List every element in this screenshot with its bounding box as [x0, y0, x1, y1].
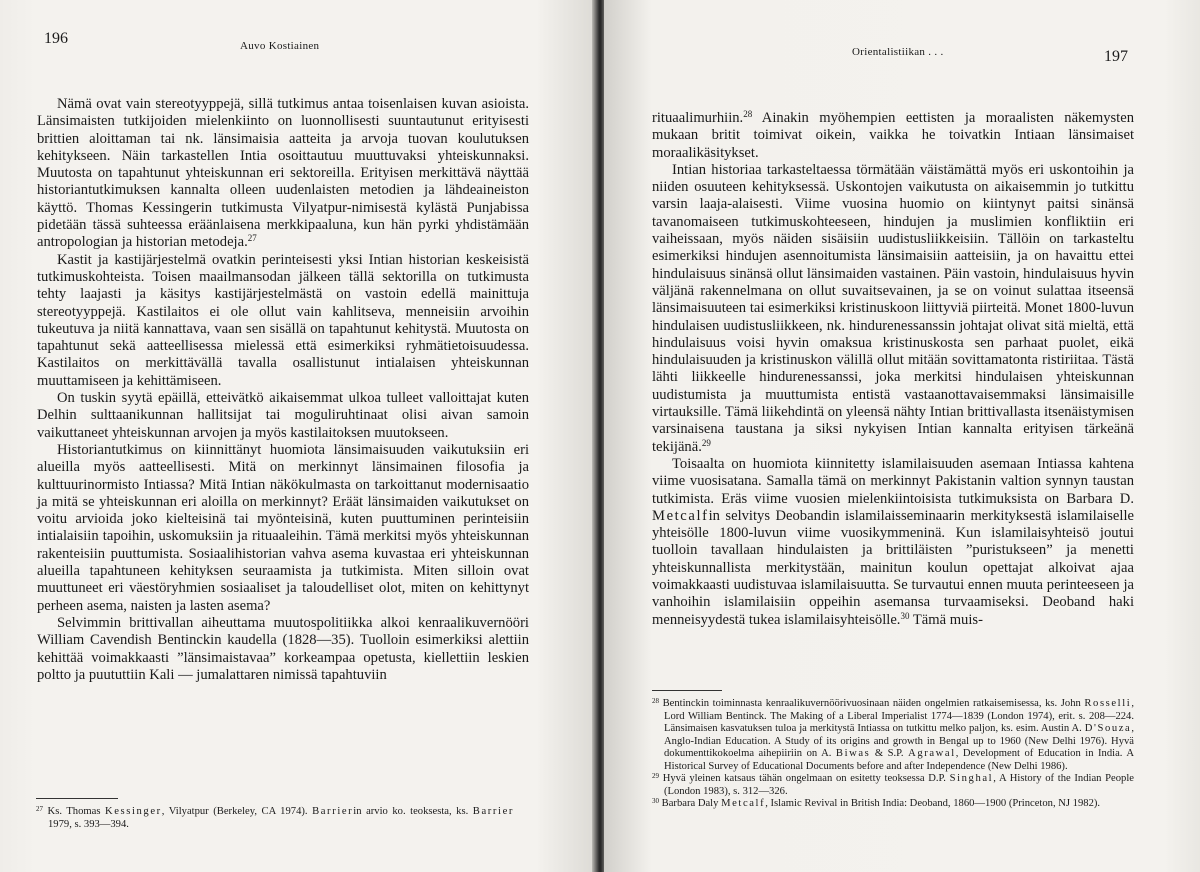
- right-body-text: [652, 110, 1134, 629]
- paragraph: Historiantutkimus on kiinnittänyt huomiota länsimaisuuden vaikutuksiin eri alueilla myös aatteellisesti. Mitä on merkinnyt länsimainen filosofia ja kulttuurinormisto Intiassa? Mitä Intian näkökulmasta on tarkoittanut modernisaatio ja mitä se yhteiskunnan eri aloilla on merkinnyt? Eräät länsimaiden vaikutukset on voitu arvioida joko kielteisinä tai myönteisinä, kuten puuttuminen perinteisiin intialaisiin tapoihin, uskomuksiin ja rituaaleihin. Tämä merkitsi myös yhteiskunnan rakenteisiin puuttumista. Sosiaalihistorian vahva asema kuvastaa eri yhteiskunnan alueilla tapahtuneen kehityksen seuraamista ja tutkimista. Miten silloin ovat muuttuneet eri väestöryhmien sosiaaliset ja taloudelliset olot, miten on kehittynyt perheen asema, naisten ja lasten asema?: [37, 441, 529, 614]
- right-page: [604, 0, 1200, 872]
- footnote-rule: [36, 798, 118, 799]
- running-head-right: Orientalistiikan . . .: [852, 46, 944, 58]
- paragraph: Kastit ja kastijärjestelmä ovatkin perinteisesti yksi Intian historian keskeisistä tutkimuskohteista. Toisen maailmansodan jälkeen tällä sektorilla on tutkimusta tehty laajasti ja käsitys kastijärjestelmästä on vastoin edellä mainittuja stereotyyppejä. Kastilaitos ei ole ollut vain kahlitseva, menneisiin arvoihin tukeutuva ja niitä kannattava, vaan sen sisällä on tapahtunut kehitystä. Muutosta on tapahtunut sekä aatteellisessa mielessä että esimerkiksi ryhmätietoisuudessa. Kastilaitos on merkittävällä tavalla osallistunut intialaisen yhteiskunnan muuttamiseen ja kehittämiseen.: [37, 251, 529, 389]
- paragraph: On tuskin syytä epäillä, etteivätkö aikaisemmat ulkoa tulleet valloittajat kuten Delhin sulttaanikunnan hallitsijat tai moguliruhtinaat olisi aivan samoin vaikuttaneet yhteiskunnan arvojen ja myös kastilaitoksen muutokseen.: [37, 390, 529, 441]
- paragraph: Nämä ovat vain stereotyyppejä, sillä tutkimus antaa toisenlaisen kuvan asioista. Länsimaisten tutkijoiden mielenkiinto on luonnollisesti suuntautunut erityisesti brittien aloittaman tai nk. länsimaisia aatteita ja arvoja tuovan koulutuksen kehitykseen. Näin tarkastellen Intia osoittautuu muuttuvaksi yhteiskunnaksi. Muutosta on tapahtunut yhteiskunnan eri sektoreilla. Erityisen merkittävä näyttää historiantutkimuksen kannalta olleen uudenlaisten metodien ja lähdeaineiston käyttö. Thomas Kessingerin tutkimusta Vilyatpur-nimisestä kylästä Punjabissa pidetään tässä suhteessa eräänlaisena merkkipaaluna, kun hän pyrki yhdistämään antropologian ja historian metodeja.$^{27}$: [37, 96, 529, 251]
- footnote-ref: 27: [247, 233, 257, 244]
- footnote-ref: 29: [701, 437, 711, 448]
- running-head-left: Auvo Kostiainen: [240, 40, 320, 52]
- left-body-text: [37, 96, 529, 684]
- paragraph: Intian historiaa tarkasteltaessa törmätään väistämättä myös eri uskontoihin ja niiden osuuteen kehityksessä. Uskontojen vaikutusta on aikaisemmin jo tutkittu varsin laaja-alaisesti. Viime vuosina huomio on kiintynyt paitsi sinänsä tavanomaiseen tutkimuskohteeseen, hindujen ja muslimien konfliktiin eri vaiheissaan, myös näiden sisäisiin uudistusliikkeisiin. Tällöin on tarkasteltu esimerkiksi hindujen asennoitumista länsimaisiin aatteisiin, ja on havaittu ettei hindulaisuus sinänsä ollut länsimaiden vastainen. Päin vastoin, hindulaisuus hyvin väljänä rakennelmana on ollut suvaitsevainen, ja se on voinut sulattaa itseensä länsimaisuuteen tai esimerkiksi kristinuskoon liittyviä piirteitä. Monet 1800-luvun hindulaisen uudistusliikkeen, nk. hindurenessanssin johtajat olivat sitä mieltä, että hindulaisuus voisi hyvin omaksua kristinuskosta sen parhaat puolet, eikä hindulaisuuden ja kristinuskon välillä ollut mitään sovittamatonta ristiriitaa. Tästä lähti liikkeelle hindurenessanssi, joka merkitsi hindulaisen yhteiskunnan uudistumista ja muuttumista entistä vastaanottavaisemmaksi länsimaisille virtauksille. Tämä liikehdintä on yleensä nähty Intian brittivallasta itsenäistymisen varsinaisena taustana ja siksi nykyisen Intian kannalta erityisen tärkeänä tekijänä.$^{29}$: [652, 161, 1134, 455]
- paragraph: Toisaalta on huomiota kiinnitetty islamilaisuuden asemaan Intiassa kahtena viime vuosisatana. Samalla tämä on merkinnyt Pakistanin valtion synnyn taustan tutkimista. Eräs viime vuosien mielenkiintoisista tutkimuksista on Barbara D. Metcalfin selvitys Deobandin islamilaisseminaarin merkityksestä islamilaiselle yhteisölle 1800-luvun viime vuosikymmeninä. Kun islamilaisyhteisö joutui tuolloin tavallaan hindulaisten ja brittiläisten ”puristukseen” ja menetti yhteiskunnallista merkitystään, mainitun koulun opettajat alkoivat ajaa voimakkaasti uudistuvaa islamilaisuutta. Se turvautui ennen muuta perinteeseen ja vanhoihin islamilaisiin oppeihin asemansa turvaamiseksi. Deoband haki menneisyydestä tukea islamilaisyhteisölle.$^{30}$ Tämä muis-: [652, 455, 1134, 628]
- right-footnotes: [652, 698, 1134, 811]
- footnote: $^{27}$ Ks. Thomas Kessinger, Vilyatpur (Berkeley, CA 1974). Barrierin arvio ko. teoksesta, ks. Barrier 1979, s. 393—394.: [36, 805, 514, 830]
- footnote: $^{28}$ Bentinckin toiminnasta kenraalikuvernöörivuosinaan näiden ongelmien ratkaisemisessa, ks. John Rosselli, Lord William Bentinck. The Making of a Liberal Imperialist 1774—1839 (London 1974), erit. s. 208—224. Länsimaisen kasvatuksen tuloa ja merkitystä Intiassa on tutkittu melko paljon, ks. esim. Austin A. D'Souza, Anglo-Indian Education. A Study of its origins and growth in Bengal up to 1960 (New Delhi 1976). Hyvä dokumenttikokoelma aihepiiriin on A. Biwas & S.P. Agrawal, Development of Education in India. A Historical Survey of Educational Documents before and after Independence (New Delhi 1986).: [652, 697, 1134, 772]
- page-number-right: 197: [1104, 48, 1128, 65]
- footnote: $^{29}$ Hyvä yleinen katsaus tähän ongelmaan on esitetty teoksessa D.P. Singhal, A History of the Indian People (London 1983), s. 312—326.: [652, 772, 1134, 797]
- footnote-ref: 30: [900, 610, 910, 621]
- left-footnotes: [36, 806, 514, 831]
- footnote-rule: [652, 690, 722, 691]
- footnote-ref: 28: [743, 109, 753, 119]
- left-page: [0, 0, 596, 872]
- paragraph: rituaalimurhiin.$^{28}$ Ainakin myöhempien eettisten ja moraalisten näkemysten mukaan britit toimivat oikein, vaikka he toivatkin Intiaan länsimaiset moraalikäsitykset.: [652, 109, 1134, 161]
- paragraph: Selvimmin brittivallan aiheuttama muutospolitiikka alkoi kenraalikuvernööri William Cavendish Bentinckin kaudella (1828—35). Tuolloin esimerkiksi alettiin kehittää voimakkaasti ”länsimaistavaa” korkeampaa opetusta, kiellettiin leskien poltto ja puututtiin Kali — jumalattaren nimissä tapahtuviin: [37, 614, 529, 683]
- page-number-left: 196: [44, 30, 68, 47]
- footnote: $^{30}$ Barbara Daly Metcalf, Islamic Revival in British India: Deoband, 1860—1900 (Princeton, NJ 1982).: [652, 797, 1101, 809]
